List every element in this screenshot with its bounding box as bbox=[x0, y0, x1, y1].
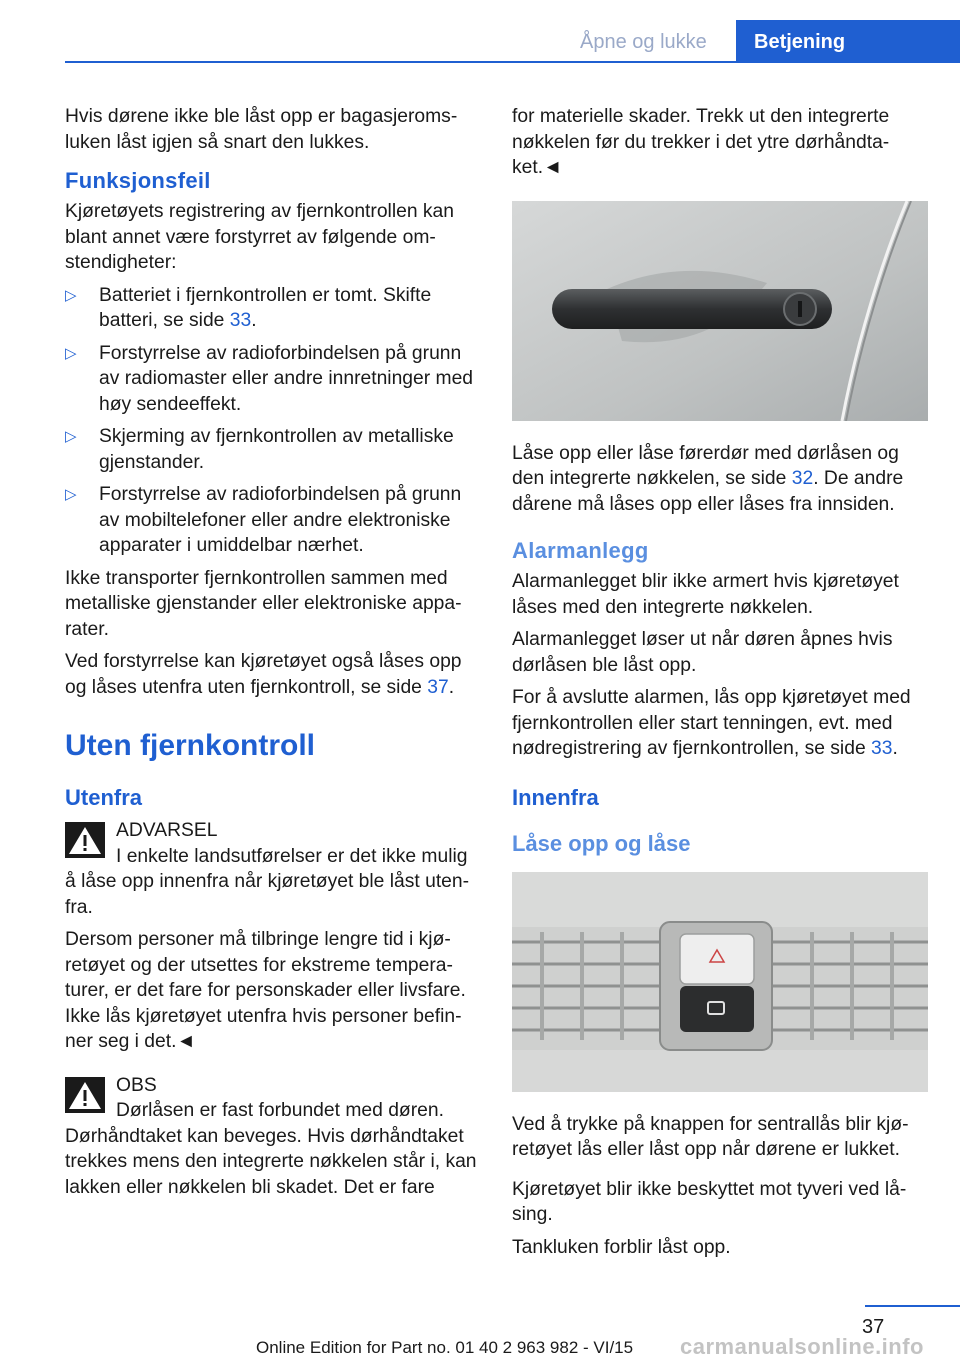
intro-paragraph: Hvis dørene ikke ble låst opp er bagasjeromsluken låst igjen så snart den lukkes. bbox=[65, 106, 458, 153]
warning-triangle-icon bbox=[65, 1077, 105, 1113]
page-link[interactable]: 33 bbox=[871, 738, 893, 759]
list-item: ▷ Forstyrrelse av radioforbindelsen på grunn av radiomaster eller andre innretninger med høy sendeeffekt. bbox=[65, 341, 481, 418]
warning-block bbox=[65, 818, 481, 920]
page-link[interactable]: 37 bbox=[427, 676, 449, 698]
inside-heading: Innenfra bbox=[512, 784, 599, 810]
alarm-paragraph-1: Alarmanlegget blir ikke armert hvis kjøretøyet låses med den integrerte nøkkelen. bbox=[512, 571, 899, 618]
list-item: ▷ Skjerming av fjernkontrollen av metalliske gjenstander. bbox=[65, 424, 481, 475]
right-column bbox=[512, 104, 928, 1267]
malfunction-list bbox=[65, 283, 481, 559]
central-lock-paragraph: Ved å trykke på knappen for sentrallås blir kjøretøyet lås eller låst opp når dørene er lukket. bbox=[512, 1113, 909, 1160]
interference-paragraph: Ved forstyrrelse kan kjøretøyet også låses opp og låses utenfra uten fjernkontroll, se side 37. bbox=[65, 651, 462, 698]
malfunction-paragraph: Kjøretøyets registrering av fjernkontrollen kan blant annet være forstyrret av følgende omstendigheter: bbox=[65, 201, 454, 273]
edition-text: Online Edition for Part no. 01 40 2 963 982 - VI/15 bbox=[256, 1338, 634, 1357]
list-item: ▷ Forstyrrelse av radioforbindelsen på grunn av mobiltelefoner eller andre elektroniske apparater i umiddelbar nærhet. bbox=[65, 482, 481, 559]
door-paragraph: Låse opp eller låse førerdør med dørlåsen og den integrerte nøkkelen, se side 32. De andre dårene må låses opp eller låses fra innsiden. bbox=[512, 442, 904, 515]
page-number: 37 bbox=[862, 1316, 885, 1338]
warning-triangle-icon bbox=[65, 822, 105, 858]
alarm-paragraph-2: Alarmanlegget løser ut når døren åpnes hvis dørlåsen ble låst opp. bbox=[512, 629, 893, 676]
warning-text: I enkelte landsutførelser er det ikke mulig å låse opp innenfra når kjøretøyet ble låst utenfra. bbox=[65, 845, 470, 918]
continued-paragraph: for materielle skader. Trekk ut den integrerte nøkkelen før du trekker i det ytre dørhåndtaket.◄ bbox=[512, 106, 890, 178]
outside-heading: Utenfra bbox=[65, 785, 143, 810]
watermark: carmanualsonline.info bbox=[680, 1334, 924, 1359]
lock-heading: Låse opp og låse bbox=[512, 830, 691, 856]
warning-title: ADVARSEL bbox=[116, 820, 218, 841]
header-rule bbox=[65, 61, 960, 63]
door-handle-photo bbox=[512, 201, 928, 421]
notice-block bbox=[65, 1073, 481, 1201]
list-item: ▷ Batteriet i fjernkontrollen er tomt. Skifte batteri, se side 33. bbox=[65, 283, 481, 334]
central-lock-photo bbox=[512, 872, 928, 1092]
without-remote-heading: Uten fjernkontroll bbox=[65, 729, 316, 762]
malfunction-heading: Funksjonsfeil bbox=[65, 168, 211, 193]
page-link[interactable]: 32 bbox=[791, 468, 814, 489]
fuel-paragraph: Tankluken forblir låst opp. bbox=[512, 1236, 731, 1258]
notice-text: Dørlåsen er fast forbundet med døren. Dørhåndtaket kan beveges. Hvis dørhåndtaket trekkes mens den integrerte nøkkelen står i, kan lakken eller nøkkelen bli skadet. Det er fare bbox=[65, 1100, 477, 1198]
left-column bbox=[65, 104, 481, 1207]
alarm-heading: Alarmanlegg bbox=[512, 538, 649, 563]
transport-paragraph: Ikke transporter fjernkontrollen sammen med metalliske gjenstander eller elektroniske apparater. bbox=[65, 567, 462, 640]
door-handle-illustration bbox=[512, 201, 928, 421]
central-lock-illustration bbox=[512, 872, 928, 1092]
page-link[interactable]: 33 bbox=[229, 310, 252, 331]
footer-rule bbox=[865, 1305, 960, 1307]
notice-title: OBS bbox=[116, 1074, 157, 1096]
header-chapter-tab: Betjening bbox=[736, 20, 960, 62]
header-section-title: Åpne og lukke bbox=[580, 31, 707, 53]
warning-continued: Dersom personer må tilbringe lengre tid i kjøretøyet og der utsettes for ekstreme temperaturer, er det fare for personskader eller livsfare. Ikke lås kjøretøyet utenfra hvis personer befinner seg i det.◄ bbox=[65, 929, 466, 1052]
alarm-paragraph-3: For å avslutte alarmen, lås opp kjøretøyet med fjernkontrollen eller start tenningen, evt. med nødregistrering av fjernkontrollen, se side 33. bbox=[512, 687, 911, 759]
theft-paragraph: Kjøretøyet blir ikke beskyttet mot tyveri ved låsing. bbox=[512, 1178, 907, 1225]
